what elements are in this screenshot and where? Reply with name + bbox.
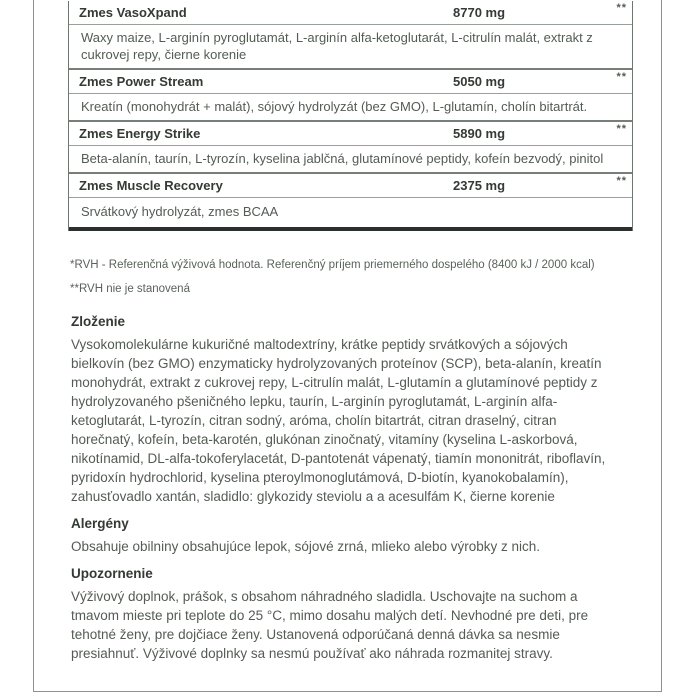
footnotes (70, 258, 632, 306)
blend-amount: 2375 mg (453, 178, 506, 193)
composition-heading: Zloženie (71, 314, 126, 329)
blend-amount: 5890 mg (453, 126, 506, 141)
rvh-note-marker: ** (616, 123, 627, 135)
rvh-note-marker: ** (616, 175, 627, 187)
table-row (69, 1, 632, 25)
allergens-body: Obsahuje obilniny obsahujúce lepok, sójové zrná, mlieko alebo výrobky z nich. (71, 539, 541, 554)
blend-ingredients: Kreatín (monohydrát + malát), sójový hydrolyzát (bez GMO), L-glutamín, cholín bitartrát. (69, 94, 632, 122)
blend-ingredients: Srvátkový hydrolyzát, zmes BCAA (69, 198, 632, 231)
warning-heading: Upozornenie (71, 566, 153, 581)
footnote-rvh-not-set: **RVH nie je stanovená (70, 283, 190, 295)
supplement-facts-table (68, 1, 633, 231)
warning-body: Výživový doplnok, prášok, s obsahom náhradného sladidla. Uschovajte na suchom a tmavom mieste pri teplote do 25 °C, mimo dosahu malých detí. Nevhodné pre deti, pre tehotné ženy, pre dojčiace ženy. Ustanovená odporúčaná denná dávka sa nesmie presiahnuť. Výživové doplnky sa nesmú používať ako náhrada rozmanitej stravy. (71, 589, 589, 661)
text-sections (71, 304, 611, 667)
table-row (69, 122, 632, 146)
blend-ingredients: Waxy maize, L-arginín pyroglutamát, L-arginín alfa-ketoglutarát, L-citrulín malát, extrakt z cukrovej repy, čierne korenie (69, 25, 632, 70)
blend-name: Zmes Energy Strike (79, 126, 201, 141)
blend-name: Zmes VasoXpand (79, 5, 187, 20)
composition-body: Vysokomolekulárne kukuričné maltodextríny, krátke peptidy srvátkových a sójových bielkovín (bez GMO) enzymaticky hydrolyzovaných proteínov (SCP), beta-alanín, kreatín monohydrát, extrakt z cukrovej repy, L-citrulín malát, L-glutamín a glutamínové peptidy z hydrolyzovaného pšeničného lepku, taurín, L-arginín pyroglutamát, L-arginín alfa-ketoglutarát, L-tyrozín, citran sodný, aróma, cholín bitartrát, citran draselný, citran horečnatý, kofeín, beta-karotén, glukónan zinočnatý, vitamíny (kyselina L-askorbová, nikotínamid, DL-alfa-tokoferylacetát, D-pantotenát vápenatý, tiamín mononitrát, riboflavín, pyridoxín hydrochlorid, kyselina pteroylmonoglutámová, D-biotín, kyanokobalamín), zahusťovadlo xantán, sladidlo: glykozidy steviolu a a acesulfám K, čierne korenie (71, 337, 606, 504)
footnote-rvh-definition: *RVH - Referenčná výživová hodnota. Referenčný príjem priemerného dospelého (8400 kJ / 2000 kcal) (70, 259, 595, 271)
blend-ingredients: Beta-alanín, taurín, L-tyrozín, kyselina jablčná, glutamínové peptidy, kofeín bezvodý, pinitol (69, 146, 632, 174)
rvh-note-marker: ** (616, 2, 627, 14)
label-page-frame (33, 0, 662, 692)
blend-name: Zmes Muscle Recovery (79, 178, 223, 193)
blend-amount: 8770 mg (453, 5, 506, 20)
blend-name: Zmes Power Stream (79, 74, 204, 89)
table-row (69, 70, 632, 94)
table-row (69, 174, 632, 198)
rvh-note-marker: ** (616, 71, 627, 83)
allergens-heading: Alergény (71, 516, 129, 531)
blend-amount: 5050 mg (453, 74, 506, 89)
